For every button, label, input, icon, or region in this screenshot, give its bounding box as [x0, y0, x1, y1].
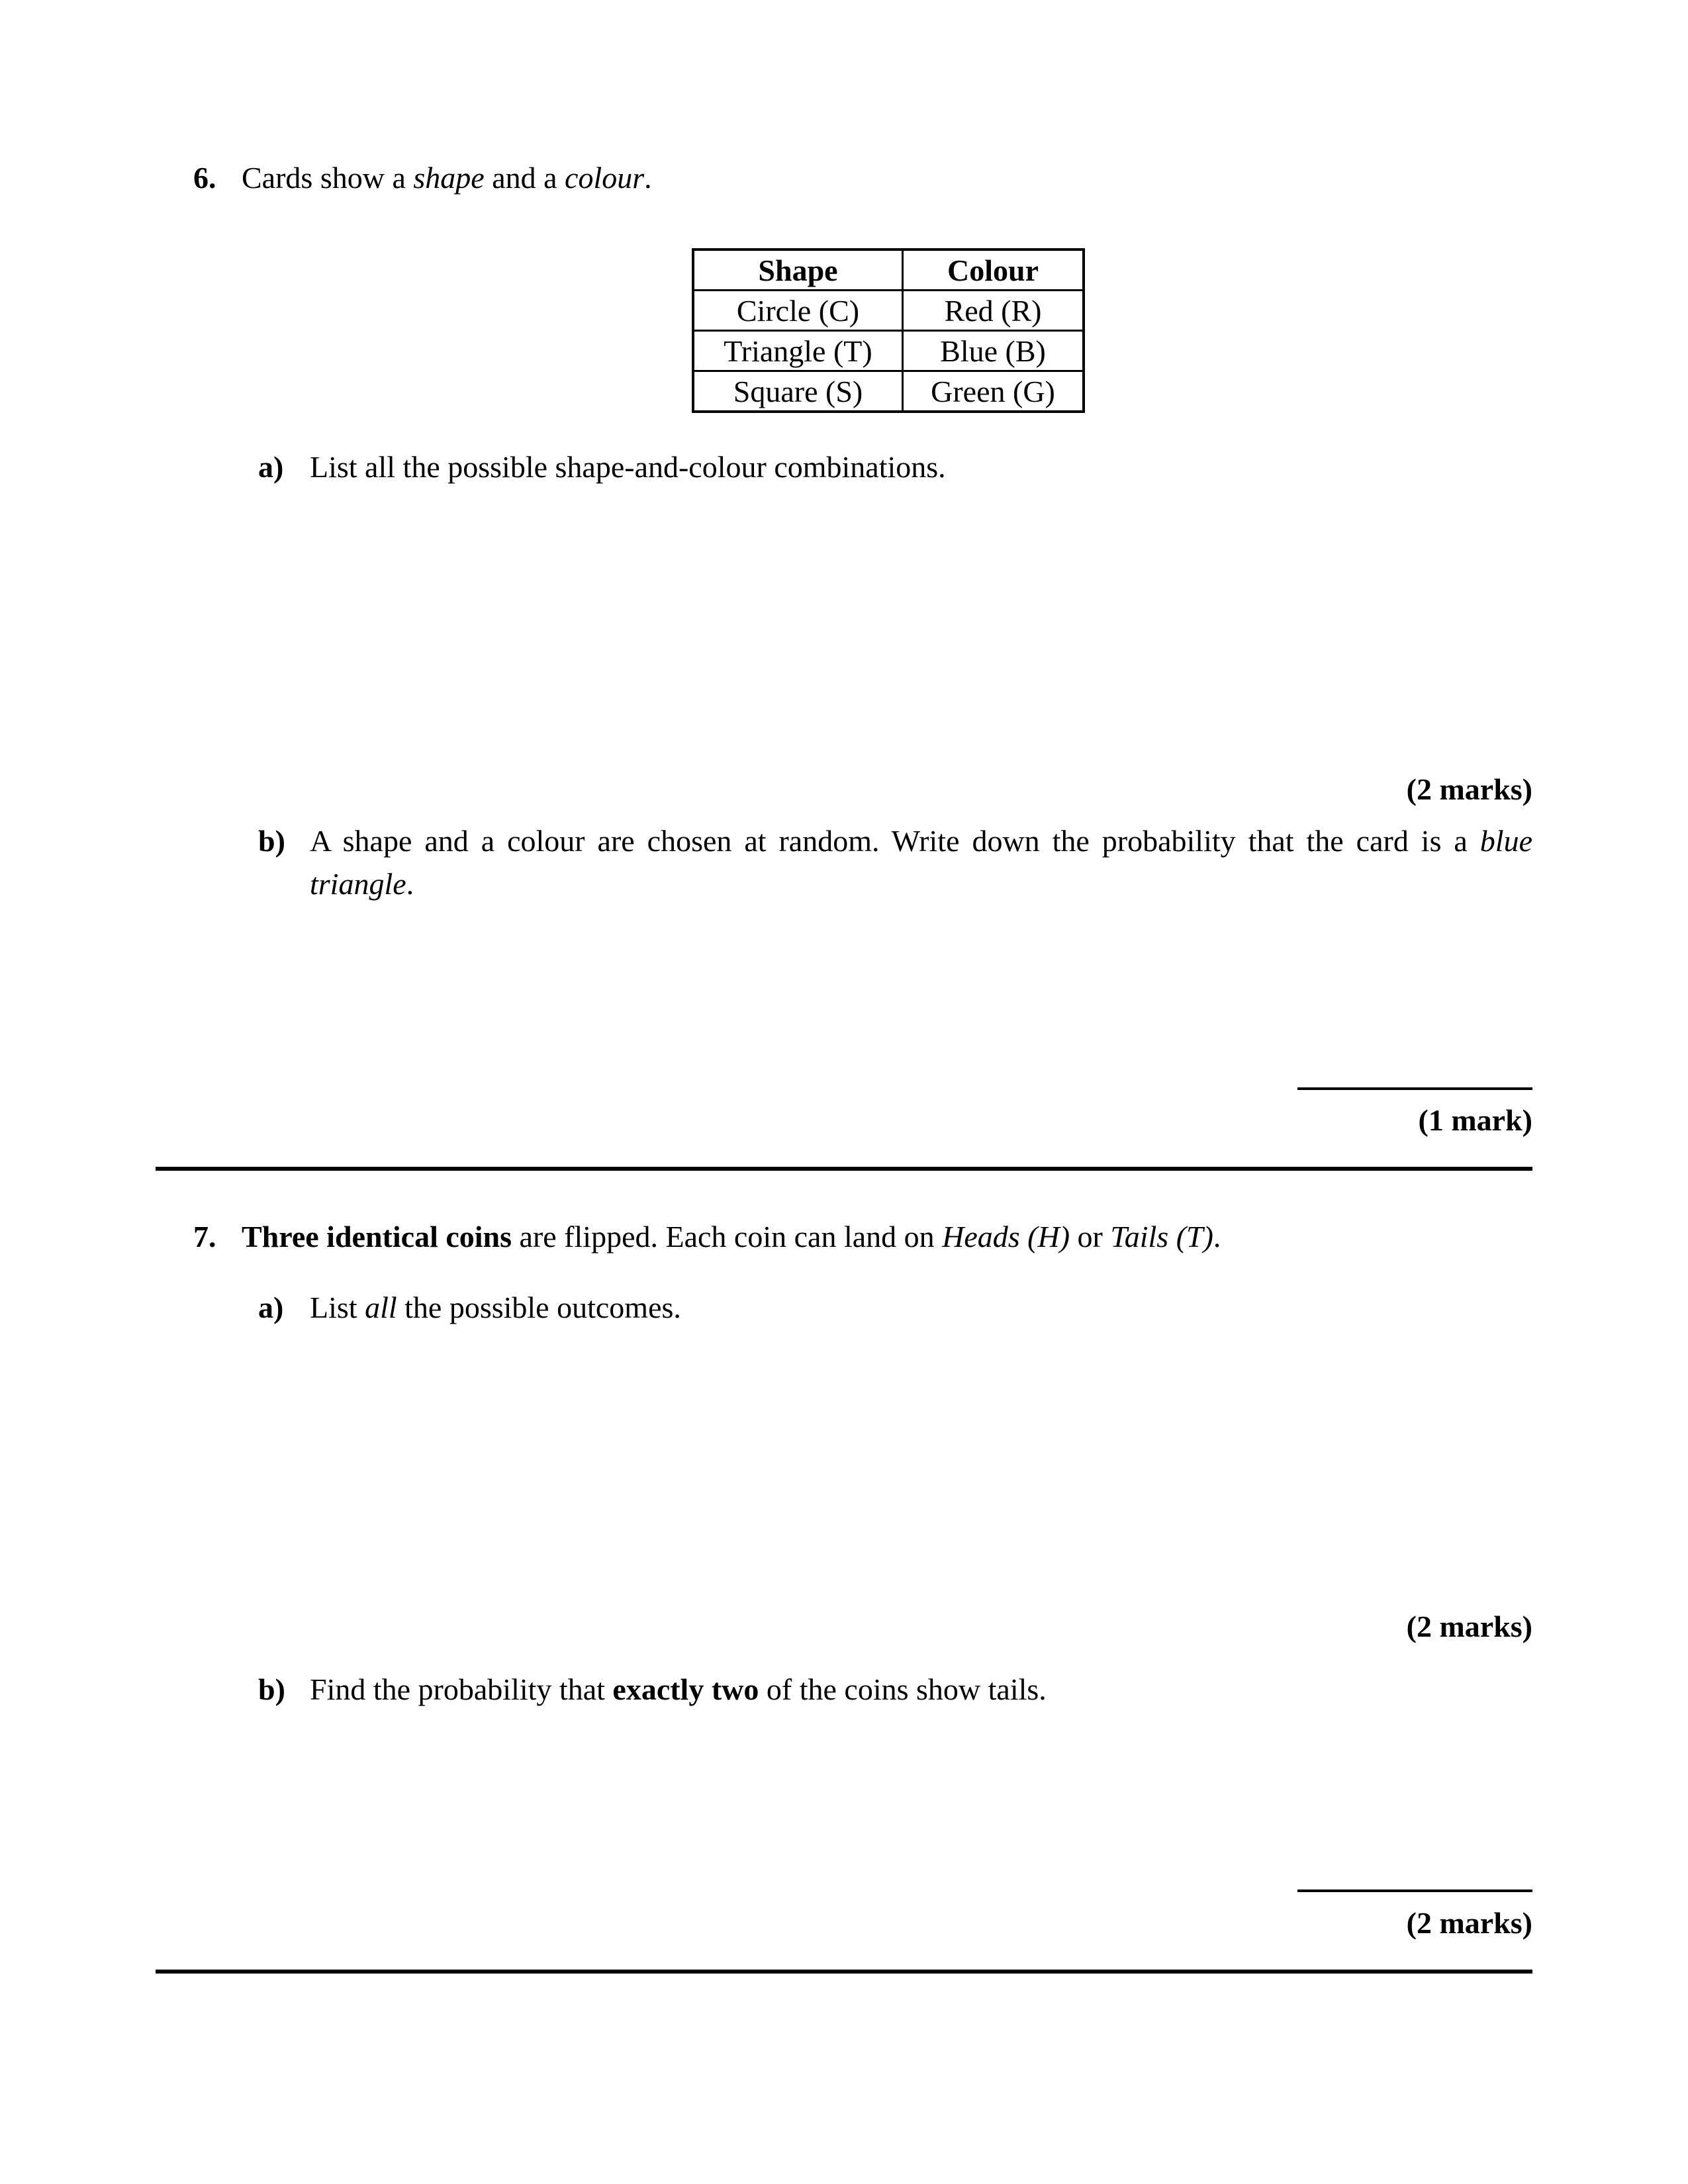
q7-intro-italic-heads: Heads (H) — [942, 1220, 1070, 1253]
table-header-shape: Shape — [693, 250, 903, 291]
q7-part-b-text — [310, 1668, 1536, 1711]
table-cell-shape: Circle (C) — [693, 291, 903, 331]
q6-part-b — [258, 819, 1532, 905]
q7-part-b-segment: Find the probability that — [310, 1672, 613, 1706]
q7-part-a-text — [310, 1286, 1536, 1329]
q6-intro-italic-shape: shape — [413, 161, 485, 195]
question-7-number: 7. — [193, 1220, 216, 1253]
q7-part-a-segment: the possible outcomes. — [397, 1291, 681, 1324]
q6-part-b-marks: (1 mark) — [1418, 1103, 1532, 1137]
question-6-number: 6. — [193, 161, 216, 195]
q6-part-a-label: a) — [258, 450, 284, 484]
table-cell-colour: Green (G) — [903, 371, 1084, 412]
q7-part-b-label: b) — [258, 1672, 285, 1706]
q6-part-a-text: List all the possible shape-and-colour combinations. — [310, 450, 946, 484]
q7-intro-segment: are flipped. Each coin can land on — [512, 1220, 943, 1253]
q7-intro-text — [242, 1220, 1221, 1253]
q7-answer-line — [1297, 1889, 1532, 1892]
bottom-divider — [156, 1970, 1532, 1974]
q6-answer-line — [1297, 1087, 1532, 1090]
q6-intro-text — [242, 161, 652, 195]
q6-intro-segment: Cards show a — [242, 161, 414, 195]
q7-part-b-marks: (2 marks) — [1406, 1906, 1532, 1940]
q6-intro-segment: and a — [484, 161, 565, 195]
q6-intro-italic-colour: colour — [565, 161, 645, 195]
q7-intro-segment: . — [1213, 1220, 1221, 1253]
q7-part-a-segment: List — [310, 1291, 365, 1324]
q6-part-b-label: b) — [258, 824, 285, 858]
q7-part-b-bold-exactly-two: exactly two — [612, 1672, 759, 1706]
q6-part-b-segment: A shape and a colour are chosen at random. Write down the probability that the card is a — [310, 824, 1480, 858]
table-cell-shape: Square (S) — [693, 371, 903, 412]
table-header-colour: Colour — [903, 250, 1084, 291]
table-row — [693, 331, 1084, 371]
q6-intro-segment: . — [644, 161, 652, 195]
table-cell-colour: Red (R) — [903, 291, 1084, 331]
q6-part-a — [258, 445, 1536, 488]
table-row — [693, 291, 1084, 331]
q7-part-a — [258, 1286, 1536, 1329]
q6-part-b-text — [310, 819, 1532, 905]
table-header-row — [693, 250, 1084, 291]
table-row — [693, 371, 1084, 412]
q7-part-a-marks: (2 marks) — [1406, 1610, 1532, 1643]
question-6-intro — [193, 158, 652, 199]
q7-part-b — [258, 1668, 1536, 1711]
question-7-intro — [193, 1216, 1221, 1257]
shape-colour-table — [692, 248, 1085, 413]
q6-part-a-marks: (2 marks) — [1406, 772, 1532, 806]
table-cell-colour: Blue (B) — [903, 331, 1084, 371]
q7-intro-bold-three-identical-coins: Three identical coins — [242, 1220, 512, 1253]
section-divider — [156, 1167, 1532, 1171]
q7-part-a-label: a) — [258, 1291, 284, 1324]
q7-intro-italic-tails: Tails (T) — [1110, 1220, 1213, 1253]
q7-part-a-italic-all: all — [365, 1291, 397, 1324]
q6-part-b-italic-blue-triangle: blue triangle — [310, 824, 1532, 901]
q7-intro-segment: or — [1070, 1220, 1111, 1253]
q7-part-b-segment: of the coins show tails. — [759, 1672, 1047, 1706]
table-cell-shape: Triangle (T) — [693, 331, 903, 371]
q6-part-b-segment: . — [406, 867, 414, 901]
